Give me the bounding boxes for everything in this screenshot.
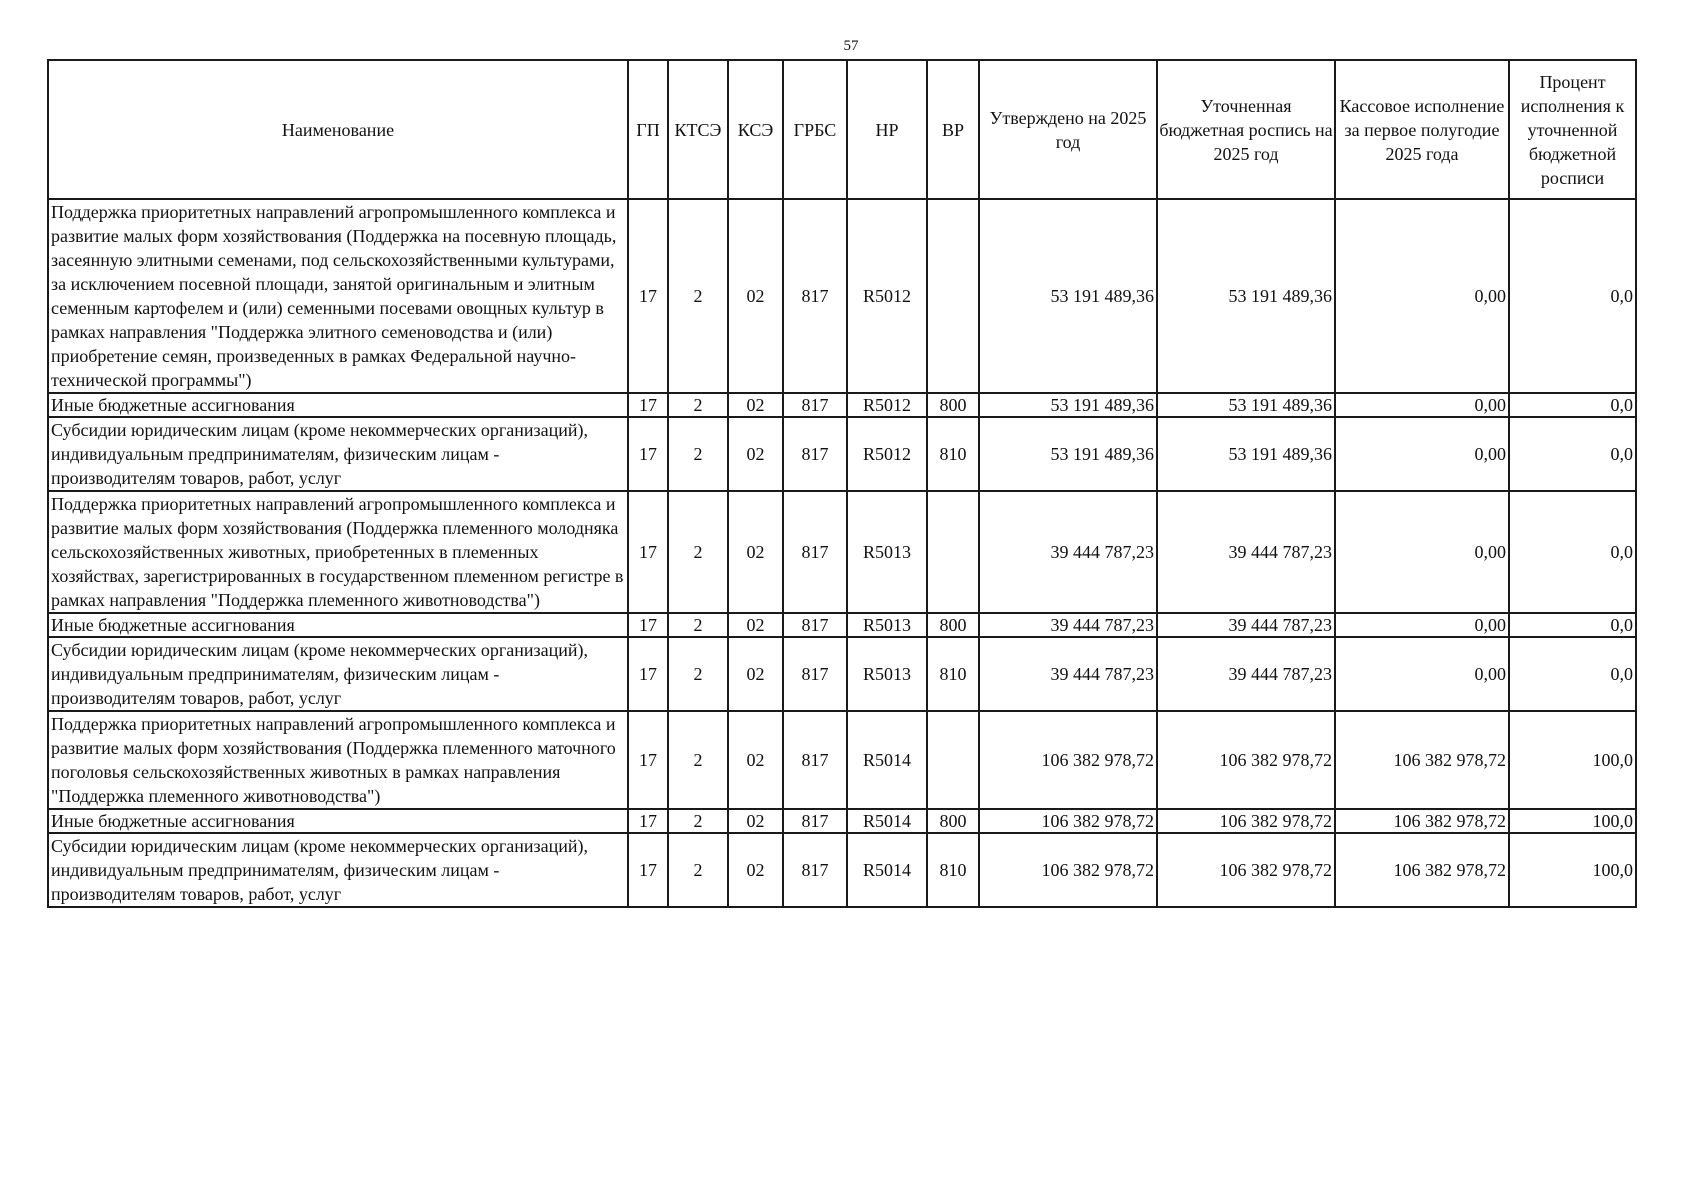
row-kse: 02 [728, 711, 783, 809]
header-approved: Утверждено на 2025 год [979, 60, 1157, 199]
table-row [48, 711, 1636, 809]
row-name: Иные бюджетные ассигнования [48, 809, 628, 833]
row-percent: 100,0 [1509, 711, 1636, 809]
row-percent: 0,0 [1509, 199, 1636, 393]
row-nr: R5014 [847, 711, 927, 809]
row-refined: 39 444 787,23 [1157, 491, 1335, 613]
row-grbs: 817 [783, 833, 847, 907]
table-row [48, 417, 1636, 491]
row-vr: 810 [927, 833, 979, 907]
table-row [48, 637, 1636, 711]
row-ktse: 2 [668, 199, 728, 393]
row-name: Поддержка приоритетных направлений агропромышленного комплекса и развитие малых форм хозяйствования (Поддержка племенного маточного поголовья сельскохозяйственных животных в рамках направления "Поддержка племенного животноводства") [48, 711, 628, 809]
row-kse: 02 [728, 809, 783, 833]
row-grbs: 817 [783, 637, 847, 711]
row-grbs: 817 [783, 613, 847, 637]
table-header-row [48, 60, 1636, 199]
row-ktse: 2 [668, 637, 728, 711]
row-kse: 02 [728, 199, 783, 393]
row-approved: 106 382 978,72 [979, 833, 1157, 907]
row-refined: 106 382 978,72 [1157, 711, 1335, 809]
row-approved: 106 382 978,72 [979, 809, 1157, 833]
row-grbs: 817 [783, 393, 847, 417]
row-percent: 0,0 [1509, 393, 1636, 417]
row-gp: 17 [628, 613, 668, 637]
row-approved: 39 444 787,23 [979, 613, 1157, 637]
row-refined: 39 444 787,23 [1157, 637, 1335, 711]
row-kse: 02 [728, 393, 783, 417]
row-percent: 0,0 [1509, 491, 1636, 613]
row-vr: 800 [927, 393, 979, 417]
row-nr: R5014 [847, 833, 927, 907]
row-nr: R5013 [847, 637, 927, 711]
table-row [48, 833, 1636, 907]
row-gp: 17 [628, 199, 668, 393]
table-row [48, 199, 1636, 393]
row-nr: R5013 [847, 613, 927, 637]
row-refined: 53 191 489,36 [1157, 417, 1335, 491]
row-approved: 53 191 489,36 [979, 393, 1157, 417]
row-ktse: 2 [668, 613, 728, 637]
row-kse: 02 [728, 613, 783, 637]
table-row [48, 613, 1636, 637]
row-ktse: 2 [668, 491, 728, 613]
row-grbs: 817 [783, 809, 847, 833]
header-vr: ВР [927, 60, 979, 199]
row-vr [927, 491, 979, 613]
row-refined: 53 191 489,36 [1157, 393, 1335, 417]
row-vr [927, 711, 979, 809]
row-cash: 0,00 [1335, 491, 1509, 613]
table-row [48, 809, 1636, 833]
row-kse: 02 [728, 637, 783, 711]
row-vr: 800 [927, 613, 979, 637]
row-refined: 39 444 787,23 [1157, 613, 1335, 637]
row-ktse: 2 [668, 809, 728, 833]
row-name: Субсидии юридическим лицам (кроме некоммерческих организаций), индивидуальным предпринимателям, физическим лицам - производителям товаров, работ, услуг [48, 417, 628, 491]
row-vr: 800 [927, 809, 979, 833]
row-cash: 106 382 978,72 [1335, 833, 1509, 907]
header-grbs: ГРБС [783, 60, 847, 199]
row-nr: R5013 [847, 491, 927, 613]
row-gp: 17 [628, 637, 668, 711]
row-cash: 0,00 [1335, 199, 1509, 393]
row-approved: 106 382 978,72 [979, 711, 1157, 809]
row-cash: 0,00 [1335, 637, 1509, 711]
row-nr: R5012 [847, 393, 927, 417]
row-percent: 0,0 [1509, 637, 1636, 711]
row-percent: 100,0 [1509, 809, 1636, 833]
row-percent: 100,0 [1509, 833, 1636, 907]
row-nr: R5012 [847, 199, 927, 393]
row-name: Поддержка приоритетных направлений агропромышленного комплекса и развитие малых форм хозяйствования (Поддержка на посевную площадь, засеянную элитными семенами, под сельскохозяйственными культурами, за исключением посевной площади, занятой оригинальным и элитным семенным картофелем и (или) семенными посевами овощных культур в рамках направления "Поддержка элитного семеноводства и (или) приобретение семян, произведенных в рамках Федеральной научно-технической программы") [48, 199, 628, 393]
header-gp: ГП [628, 60, 668, 199]
row-refined: 106 382 978,72 [1157, 833, 1335, 907]
row-kse: 02 [728, 833, 783, 907]
row-cash: 0,00 [1335, 393, 1509, 417]
row-nr: R5012 [847, 417, 927, 491]
header-ktse: КТСЭ [668, 60, 728, 199]
row-ktse: 2 [668, 417, 728, 491]
row-kse: 02 [728, 417, 783, 491]
row-cash: 106 382 978,72 [1335, 809, 1509, 833]
row-ktse: 2 [668, 833, 728, 907]
row-name: Субсидии юридическим лицам (кроме некоммерческих организаций), индивидуальным предпринимателям, физическим лицам - производителям товаров, работ, услуг [48, 637, 628, 711]
row-percent: 0,0 [1509, 417, 1636, 491]
row-cash: 0,00 [1335, 417, 1509, 491]
row-grbs: 817 [783, 711, 847, 809]
page-number: 57 [843, 38, 859, 54]
row-gp: 17 [628, 393, 668, 417]
row-grbs: 817 [783, 199, 847, 393]
row-gp: 17 [628, 417, 668, 491]
row-name: Иные бюджетные ассигнования [48, 613, 628, 637]
row-percent: 0,0 [1509, 613, 1636, 637]
table-row [48, 393, 1636, 417]
row-kse: 02 [728, 491, 783, 613]
row-approved: 39 444 787,23 [979, 637, 1157, 711]
header-kse: КСЭ [728, 60, 783, 199]
row-grbs: 817 [783, 491, 847, 613]
row-nr: R5014 [847, 809, 927, 833]
row-gp: 17 [628, 711, 668, 809]
row-name: Поддержка приоритетных направлений агропромышленного комплекса и развитие малых форм хозяйствования (Поддержка племенного молодняка сельскохозяйственных животных, приобретенных в племенных хозяйствах, зарегистрированных в государственном племенном регистре в рамках направления "Поддержка племенного животноводства") [48, 491, 628, 613]
row-cash: 106 382 978,72 [1335, 711, 1509, 809]
row-vr [927, 199, 979, 393]
row-name: Субсидии юридическим лицам (кроме некоммерческих организаций), индивидуальным предпринимателям, физическим лицам - производителям товаров, работ, услуг [48, 833, 628, 907]
row-approved: 53 191 489,36 [979, 199, 1157, 393]
row-ktse: 2 [668, 393, 728, 417]
row-refined: 53 191 489,36 [1157, 199, 1335, 393]
header-name: Наименование [48, 60, 628, 199]
header-cash: Кассовое исполнение за первое полугодие 2025 года [1335, 60, 1509, 199]
budget-table [47, 59, 1637, 908]
header-nr: НР [847, 60, 927, 199]
row-cash: 0,00 [1335, 613, 1509, 637]
header-percent: Процент исполнения к уточненной бюджетной росписи [1509, 60, 1636, 199]
row-grbs: 817 [783, 417, 847, 491]
row-gp: 17 [628, 809, 668, 833]
row-approved: 53 191 489,36 [979, 417, 1157, 491]
row-vr: 810 [927, 417, 979, 491]
row-refined: 106 382 978,72 [1157, 809, 1335, 833]
header-refined: Уточненная бюджетная роспись на 2025 год [1157, 60, 1335, 199]
row-gp: 17 [628, 491, 668, 613]
row-name: Иные бюджетные ассигнования [48, 393, 628, 417]
table-row [48, 491, 1636, 613]
row-gp: 17 [628, 833, 668, 907]
row-vr: 810 [927, 637, 979, 711]
row-ktse: 2 [668, 711, 728, 809]
row-approved: 39 444 787,23 [979, 491, 1157, 613]
